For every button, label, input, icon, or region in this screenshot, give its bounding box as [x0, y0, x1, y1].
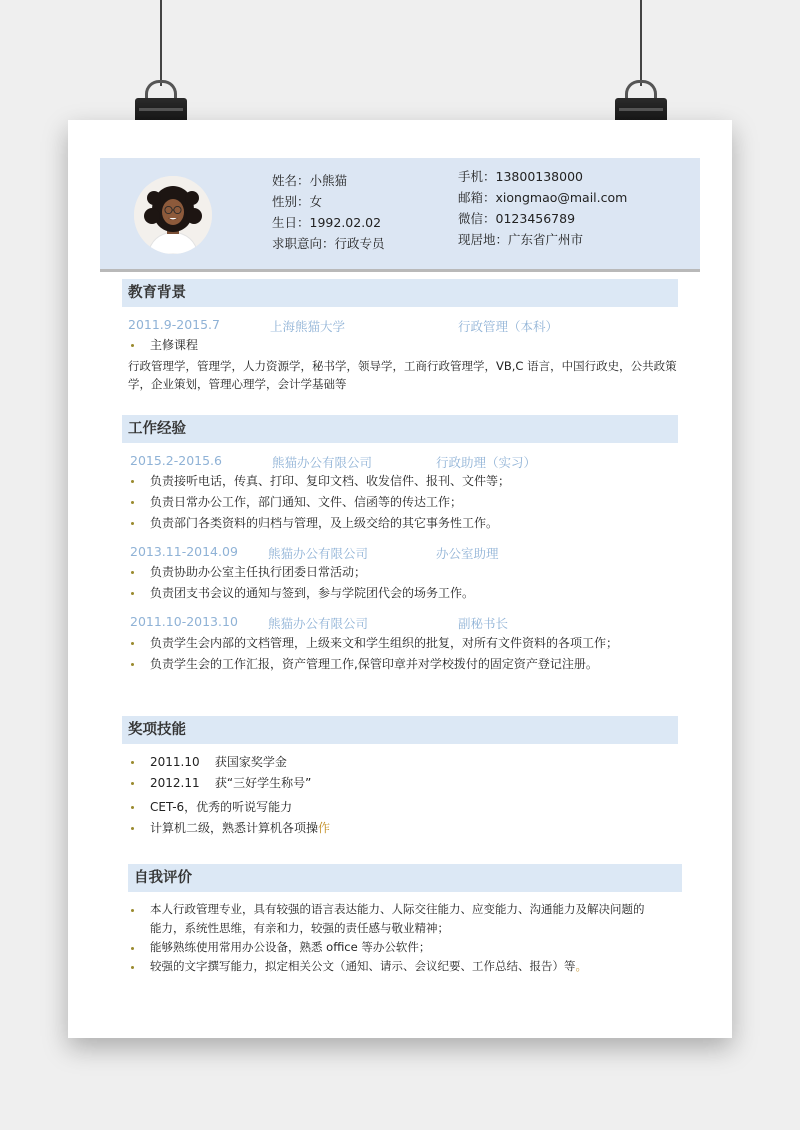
hanging-wire-right: [640, 0, 642, 86]
course-heading: 主修课程: [130, 335, 690, 356]
education-period: 2011.9-2015.7: [128, 317, 220, 332]
location-label: 现居地：: [458, 232, 509, 247]
birth-value: 1992.02.02: [309, 215, 382, 230]
location-row: [458, 229, 627, 250]
self-eval-item-text: 较强的文字撰写能力，拟定相关公文（通知、请示、会议纪要、工作总结、报告）等: [150, 959, 576, 973]
course-content: 行政管理学，管理学，人力资源学，秘书学，领导学，工商行政管理学，VB,C 语言，中国行政史，公共政策学，企业策划，管理心理学，会计学基础等: [128, 359, 677, 391]
profile-basic-info: [272, 170, 385, 254]
birth-row: [272, 212, 385, 233]
wechat-value: 0123456789: [495, 211, 576, 226]
job-1-duty: 负责部门各类资料的归档与管理，及上级交给的其它事务性工作。: [130, 513, 690, 534]
name-row: [272, 170, 385, 191]
award-item: 2012.11 获“三好学生称号”: [130, 773, 690, 794]
job-3-duty: 负责学生会内部的文档管理，上级来文和学生组织的批复，对所有文件资料的各项工作；: [130, 633, 690, 654]
job-2-duty: 负责协助办公室主任执行团委日常活动；: [130, 562, 690, 583]
job-3-duty: 负责学生会的工作汇报，资产管理工作,保管印章并对学校拨付的固定资产登记注册。: [130, 654, 690, 675]
self-eval-item: 能够熟练使用常用办公设备，熟悉 office 等办公软件；: [130, 938, 650, 957]
job-3-duties: [130, 633, 690, 675]
skill-item-text: 计算机二级，熟悉计算机各项操: [150, 821, 319, 835]
wechat-label: 微信：: [458, 211, 496, 226]
phone-row: [458, 166, 627, 187]
job-3-role: 副秘书长: [458, 616, 509, 631]
email-label: 邮箱：: [458, 190, 496, 205]
job-1-role: 行政助理（实习）: [436, 455, 537, 470]
self-eval-item-last-char: 。: [575, 959, 587, 973]
email-row: [458, 187, 627, 208]
education-school: 上海熊猫大学: [270, 319, 346, 334]
intent-row: [272, 233, 385, 254]
self-eval-section-title: 自我评价: [128, 864, 682, 892]
job-3-period: 2011.10-2013.10: [130, 614, 238, 629]
skill-item: [130, 818, 690, 839]
awards-section-title: 奖项技能: [122, 716, 678, 744]
name-label: 姓名：: [272, 173, 310, 188]
job-1-duty: 负责日常办公工作，部门通知、文件、信函等的传达工作；: [130, 492, 690, 513]
job-2-role: 办公室助理: [436, 546, 499, 561]
name-value: 小熊猫: [309, 173, 348, 188]
award-item: 2011.10 获国家奖学金: [130, 752, 690, 773]
profile-header: [100, 158, 700, 272]
education-major: 行政管理（本科）: [458, 319, 559, 334]
email-value: xiongmao@mail.com: [495, 190, 628, 205]
job-2-company: 熊猫办公有限公司: [268, 546, 369, 561]
self-eval-list: [130, 900, 650, 976]
job-1-duty: 负责接听电话，传真、打印、复印文档、收发信件、报刊、文件等；: [130, 471, 690, 492]
self-eval-item: [130, 957, 650, 976]
intent-value: 行政专员: [334, 236, 385, 251]
hanging-wire-left: [160, 0, 162, 86]
profile-contact-info: [458, 166, 627, 250]
birth-label: 生日：: [272, 215, 310, 230]
skill-item-last-char: 作: [318, 821, 331, 835]
job-1-period: 2015.2-2015.6: [130, 453, 222, 468]
job-2-duty: 负责团支书会议的通知与签到，参与学院团代会的场务工作。: [130, 583, 690, 604]
gender-value: 女: [309, 194, 323, 209]
job-1-duties: [130, 471, 690, 534]
job-2-duties: [130, 562, 690, 604]
work-section-title: 工作经验: [122, 415, 678, 443]
wechat-row: [458, 208, 627, 229]
education-section-title: 教育背景: [122, 279, 678, 307]
phone-label: 手机：: [458, 169, 496, 184]
gender-label: 性别：: [272, 194, 310, 209]
phone-value: 13800138000: [495, 169, 583, 184]
job-3-company: 熊猫办公有限公司: [268, 616, 369, 631]
self-eval-item: 本人行政管理专业，具有较强的语言表达能力、人际交往能力、应变能力、沟通能力及解决问题的能力，系统性思维，有亲和力，较强的责任感与敬业精神；: [130, 900, 650, 938]
gender-row: [272, 191, 385, 212]
resume-paper: [68, 120, 732, 1038]
job-1-company: 熊猫办公有限公司: [272, 455, 373, 470]
awards-list: [130, 752, 690, 794]
skills-list: [130, 797, 690, 839]
job-2-period: 2013.11-2014.09: [130, 544, 238, 559]
intent-label: 求职意向：: [272, 236, 335, 251]
avatar: [134, 176, 212, 254]
course-list: [130, 335, 690, 356]
skill-item: CET-6，优秀的听说写能力: [130, 797, 690, 818]
location-value: 广东省广州市: [508, 232, 584, 247]
